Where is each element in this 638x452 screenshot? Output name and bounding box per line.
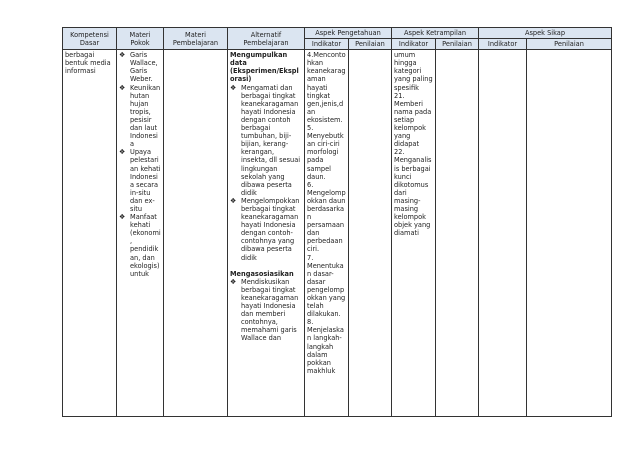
subheader-indikator-pengetahuan: Indikator	[305, 39, 349, 50]
subheader-penilaian-ketrampilan: Penilaian	[436, 39, 479, 50]
header-kompetensi-dasar: Kompetensi Dasar	[63, 28, 117, 50]
subheader-penilaian-pengetahuan: Penilaian	[349, 39, 392, 50]
cell-penilaian-pengetahuan	[349, 50, 392, 417]
list-item: ❖ Mengamati dan berbagai tingkat keanekaragaman hayati Indonesia dengan contoh berbagai tumbuhan, biji-bijian, kerang-kerangan, insekta, dll sesuai lingkungan sekolah yang dibawa peserta didik	[230, 83, 301, 197]
bullet-icon: ❖	[119, 148, 126, 157]
subheader-indikator-sikap: Indikator	[479, 39, 527, 50]
alternatif-list-1	[230, 84, 302, 262]
list-item: ❖ Garis Wallace, Garis Weber.	[119, 51, 158, 84]
cell-penilaian-sikap	[527, 50, 612, 417]
cell-indikator-pengetahuan	[305, 50, 349, 417]
bullet-icon: ❖	[230, 277, 237, 286]
bullet-icon: ❖	[119, 83, 126, 92]
list-item: ❖ Mengelompokkan berbagai tingkat keanekaragaman hayati Indonesia dengan contoh-contohnya yang dibawa peserta didik	[230, 196, 300, 262]
indikator-pengetahuan-8: 8. Menjelaskan langkah-langkah dalam pokkan makhluk	[307, 318, 344, 375]
indikator-pengetahuan-5: 5. Menyebutkan ciri-ciri morfologi pada sampel daun.	[307, 124, 344, 181]
indikator-ketrampilan-21: 21. Memberi nama pada setiap kelompok yang didapat	[394, 91, 432, 149]
indikator-ketrampilan-22: 22. Menganalisis berbagai kunci dikotomus dari masing-masing kelompok objek yang diamati	[394, 148, 432, 238]
cell-materi-pembelajaran	[164, 50, 228, 417]
content-row	[63, 50, 612, 417]
header-aspek-ketrampilan: Aspek Ketrampilan	[392, 28, 479, 39]
alternatif-list-2	[230, 278, 302, 343]
header-materi-pokok: Materi Pokok	[117, 28, 164, 50]
header-materi-pembelajaran: Materi Pembelajaran	[164, 28, 228, 50]
subheader-indikator-ketrampilan: Indikator	[392, 39, 436, 50]
bullet-icon: ❖	[230, 196, 237, 205]
lesson-plan-table	[62, 27, 612, 417]
indikator-pengetahuan-4: 4.Mencontohkan keanekaragaman hayati tingkat gen,jenis,dan ekosistem.	[307, 51, 346, 124]
header-aspek-pengetahuan: Aspek Pengetahuan	[305, 28, 392, 39]
alternatif-heading-1: Mengumpulkan data (Eksperimen/Eksplorasi)	[230, 51, 299, 84]
bullet-icon: ❖	[230, 83, 237, 92]
materi-pokok-list	[119, 51, 161, 278]
cell-penilaian-ketrampilan	[436, 50, 479, 417]
header-row-1	[63, 28, 612, 39]
list-item: ❖ Upaya pelestarian kehati Indonesia secara in-situ dan ex-situ	[119, 148, 161, 213]
header-aspek-sikap: Aspek Sikap	[479, 28, 612, 39]
list-item: ❖ Mendiskusikan berbagai tingkat keanekaragaman hayati Indonesia dan memberi contohnya, memahami garis Wallace dan	[230, 277, 299, 343]
cell-materi-pokok	[117, 50, 164, 417]
cell-alternatif-pembelajaran	[228, 50, 305, 417]
indikator-ketrampilan-20: umum hingga kategori yang paling spesifik	[394, 51, 433, 92]
cell-indikator-sikap	[479, 50, 527, 417]
indikator-pengetahuan-7: 7. Menentukan dasar-dasar pengelompokkan yang telah dilakukan.	[307, 253, 346, 319]
cell-kompetensi-dasar: berbagai bentuk media informasi	[63, 50, 117, 417]
list-item: ❖ Keunikan hutan hujan tropis, pesisir dan laut Indonesia	[119, 83, 161, 149]
list-item: ❖ Manfaat kehati (ekonomi, pendidikan, dan ekologis) untuk	[119, 213, 161, 278]
spacer	[230, 262, 302, 270]
indikator-pengetahuan-6: 6. Mengelompokkan daun berdasarkan persamaan dan perbedaan ciri.	[307, 180, 346, 254]
alternatif-heading-2: Mengasosiasikan	[230, 269, 294, 278]
subheader-penilaian-sikap: Penilaian	[527, 39, 612, 50]
bullet-icon: ❖	[119, 213, 126, 222]
bullet-icon: ❖	[119, 51, 126, 60]
cell-indikator-ketrampilan	[392, 50, 436, 417]
header-alternatif-pembelajaran: Alternatif Pembelajaran	[228, 28, 305, 50]
